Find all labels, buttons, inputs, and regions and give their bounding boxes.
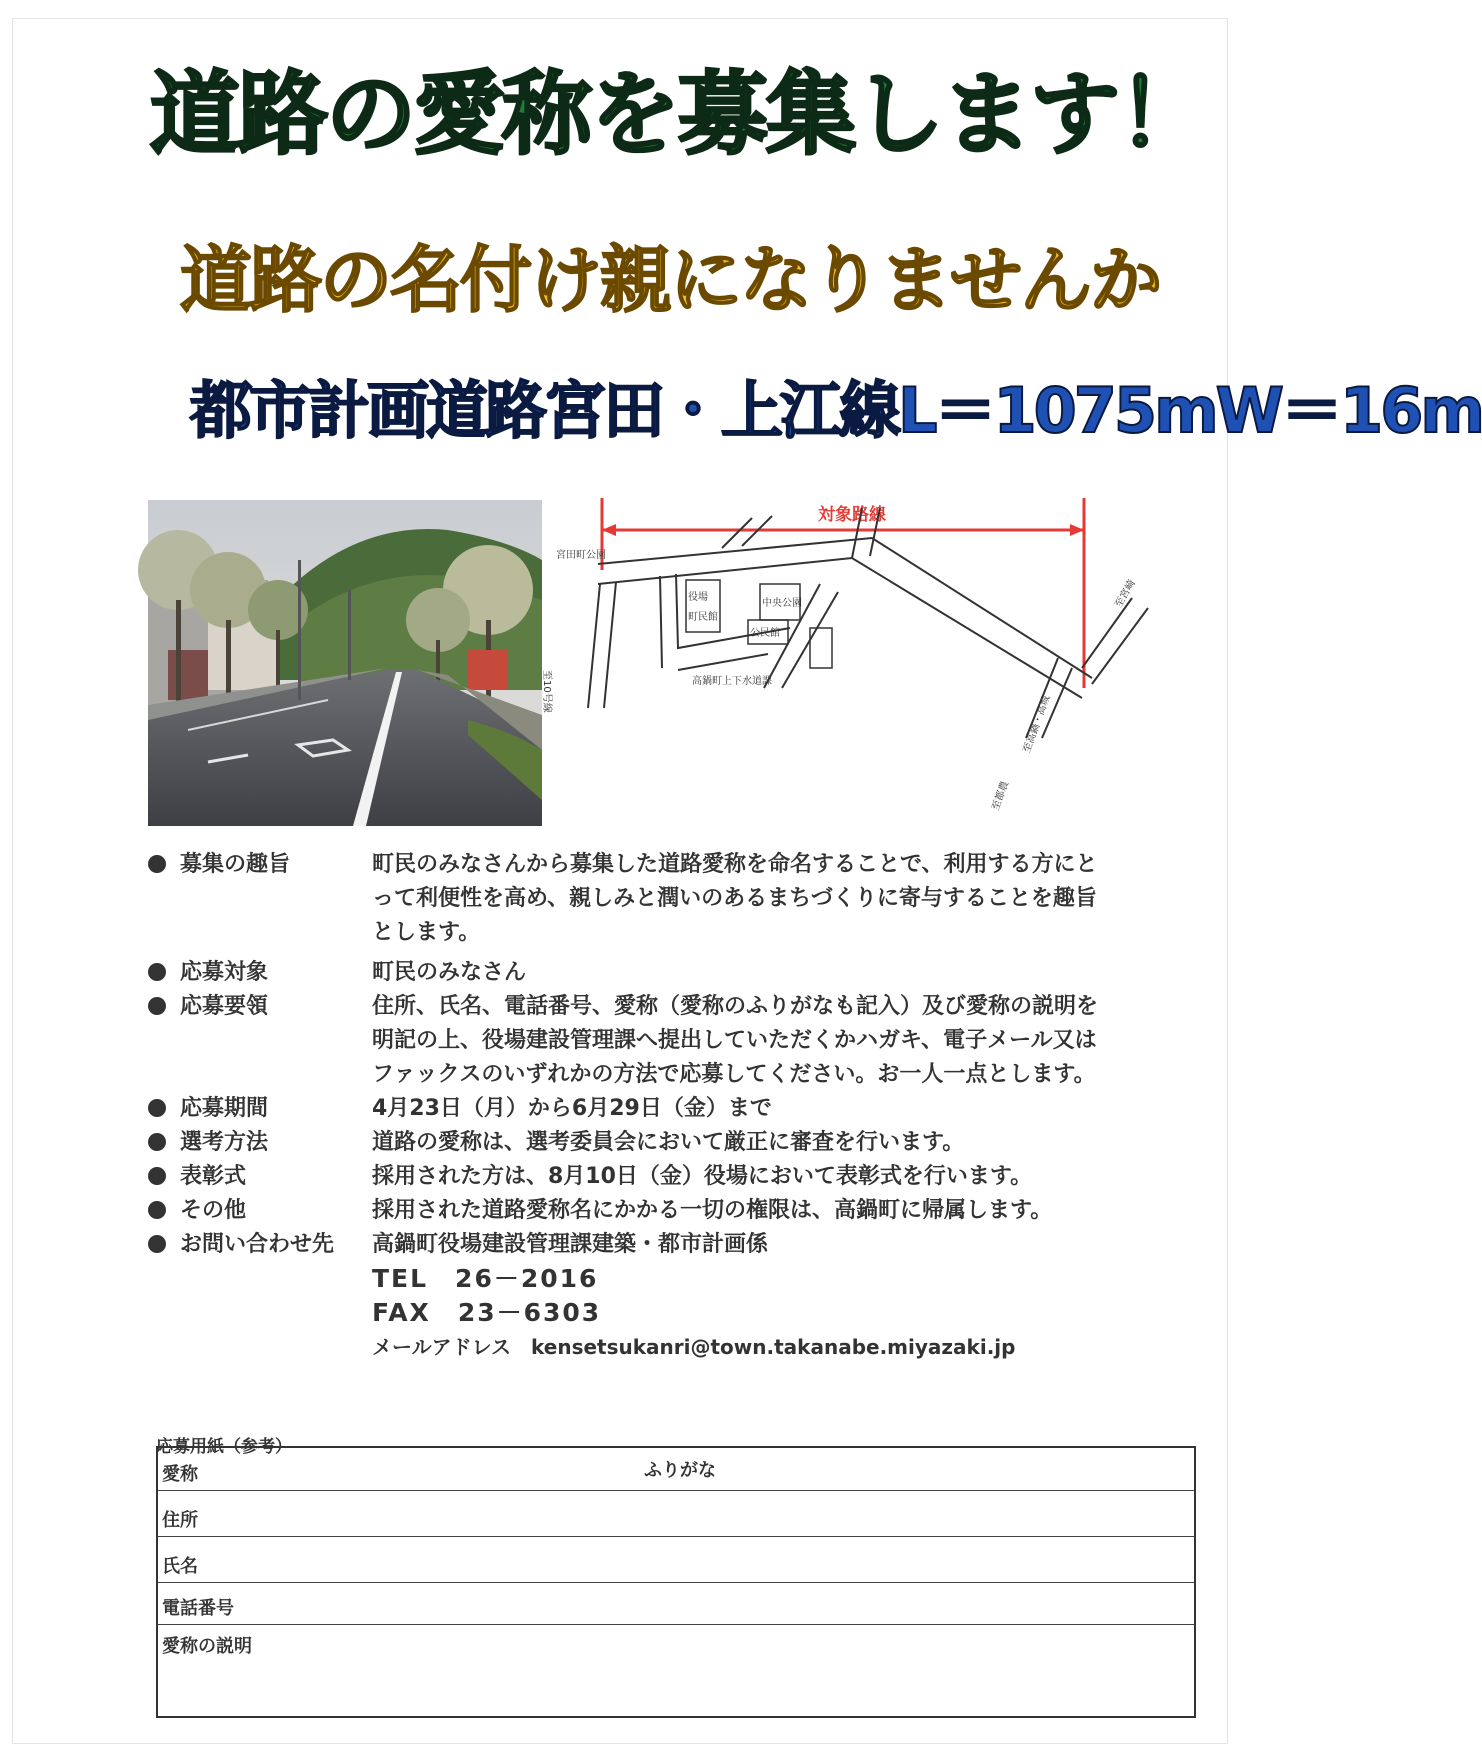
bullet-icon bbox=[148, 1099, 166, 1117]
subheadline: 道路の名付け親になりませんか bbox=[180, 238, 1161, 322]
form-row-address[interactable] bbox=[158, 1490, 1194, 1537]
info-value: 4月23日（月）から6月29日（金）まで bbox=[372, 1096, 772, 1121]
form-row-label: 電話番号 bbox=[162, 1598, 234, 1619]
map-label-south: 至都農 bbox=[990, 779, 1012, 812]
bullet-icon bbox=[148, 1133, 166, 1151]
info-value: 採用された方は、8月10日（金）役場において表彰式を行います。 bbox=[372, 1164, 1033, 1189]
map-label-park: 宮田町公園 bbox=[556, 550, 606, 561]
form-row-label: 住所 bbox=[162, 1510, 198, 1531]
info-value: 採用された道路愛称名にかかる一切の権限は、高鍋町に帰属します。 bbox=[372, 1198, 1053, 1223]
form-row-name[interactable] bbox=[158, 1536, 1194, 1583]
form-row-phone[interactable] bbox=[158, 1582, 1194, 1625]
info-row bbox=[148, 1092, 1108, 1126]
info-label: 応募対象 bbox=[180, 960, 269, 985]
form-row-explanation[interactable] bbox=[158, 1624, 1194, 1718]
map-target-label: 対象路線 bbox=[818, 505, 886, 525]
info-value: 住所、氏名、電話番号、愛称（愛称のふりがなも記入）及び愛称の説明を明記の上、役場建設管理課へ提出していただくかハガキ、電子メール又はファックスのいずれかの方法で応募してください。お一人一点とします。 bbox=[372, 994, 1099, 1087]
info-list bbox=[148, 848, 1108, 1364]
info-label: お問い合わせ先 bbox=[180, 1232, 335, 1257]
info-value: 道路の愛称は、選考委員会において厳正に審査を行います。 bbox=[372, 1130, 965, 1155]
bullet-icon bbox=[148, 1235, 166, 1253]
bullet-icon bbox=[148, 997, 166, 1015]
info-label: 応募期間 bbox=[180, 1096, 269, 1121]
map-label-yakuba: 役場 bbox=[688, 592, 708, 603]
info-value: 高鍋町役場建設管理課建築・都市計画係 bbox=[372, 1232, 769, 1257]
map-label-chuo-park: 中央公園 bbox=[762, 598, 802, 609]
form-title: 応募用紙（参考） bbox=[156, 1437, 292, 1457]
contact-tel-row bbox=[148, 1262, 1108, 1296]
info-row bbox=[148, 990, 1108, 1092]
info-value: 町民のみなさん bbox=[372, 960, 527, 985]
contact-fax: FAX 23－6303 bbox=[372, 1298, 602, 1327]
street-photo bbox=[148, 500, 542, 826]
contact-email-row bbox=[148, 1330, 1108, 1364]
info-row bbox=[148, 1194, 1108, 1228]
application-form bbox=[156, 1446, 1196, 1718]
info-row bbox=[148, 1228, 1108, 1262]
map-label-city-hall: 町民館 bbox=[688, 612, 718, 623]
contact-tel: TEL 26－2016 bbox=[372, 1264, 599, 1293]
info-label: 応募要領 bbox=[180, 994, 269, 1019]
bullet-icon bbox=[148, 1201, 166, 1219]
map-label-east: 至宮崎 bbox=[1113, 578, 1138, 610]
info-row bbox=[148, 848, 1108, 950]
form-row-label: 愛称 bbox=[162, 1464, 198, 1485]
info-value: 町民のみなさんから募集した道路愛称を命名することで、利用する方にとって利便性を高め、親しみと潤いのあるまちづくりに寄与することを趣旨とします。 bbox=[372, 852, 1098, 945]
bullet-icon bbox=[148, 1167, 166, 1185]
route-map bbox=[541, 488, 1172, 838]
bullet-icon bbox=[148, 963, 166, 981]
info-row bbox=[148, 1160, 1108, 1194]
info-label: その他 bbox=[180, 1198, 247, 1223]
contact-email: メールアドレス kensetsukanri@town.takanabe.miyazaki.jp bbox=[372, 1335, 1016, 1359]
map-label-culture: 公民館 bbox=[750, 628, 780, 639]
bullet-icon bbox=[148, 855, 166, 873]
form-row-label: 愛称の説明 bbox=[162, 1636, 252, 1657]
info-row bbox=[148, 956, 1108, 990]
map-label-south-road: 至高鍋・高城 bbox=[1021, 694, 1053, 755]
furigana-label: ふりがな bbox=[644, 1460, 716, 1481]
info-label: 募集の趣旨 bbox=[180, 852, 291, 877]
map-label-water: 高鍋町上下水道課 bbox=[692, 676, 772, 687]
info-label: 表彰式 bbox=[180, 1164, 247, 1189]
form-row-nickname[interactable] bbox=[158, 1448, 1194, 1491]
map-label-north: 至10号線 bbox=[541, 670, 552, 713]
form-row-label: 氏名 bbox=[162, 1556, 198, 1577]
info-row bbox=[148, 1126, 1108, 1160]
contact-fax-row bbox=[148, 1296, 1108, 1330]
info-label: 選考方法 bbox=[180, 1130, 269, 1155]
headline: 道路の愛称を募集します！ bbox=[150, 62, 1206, 167]
route-line: 都市計画道路宮田・上江線L＝1075mW＝16m bbox=[190, 374, 1482, 447]
